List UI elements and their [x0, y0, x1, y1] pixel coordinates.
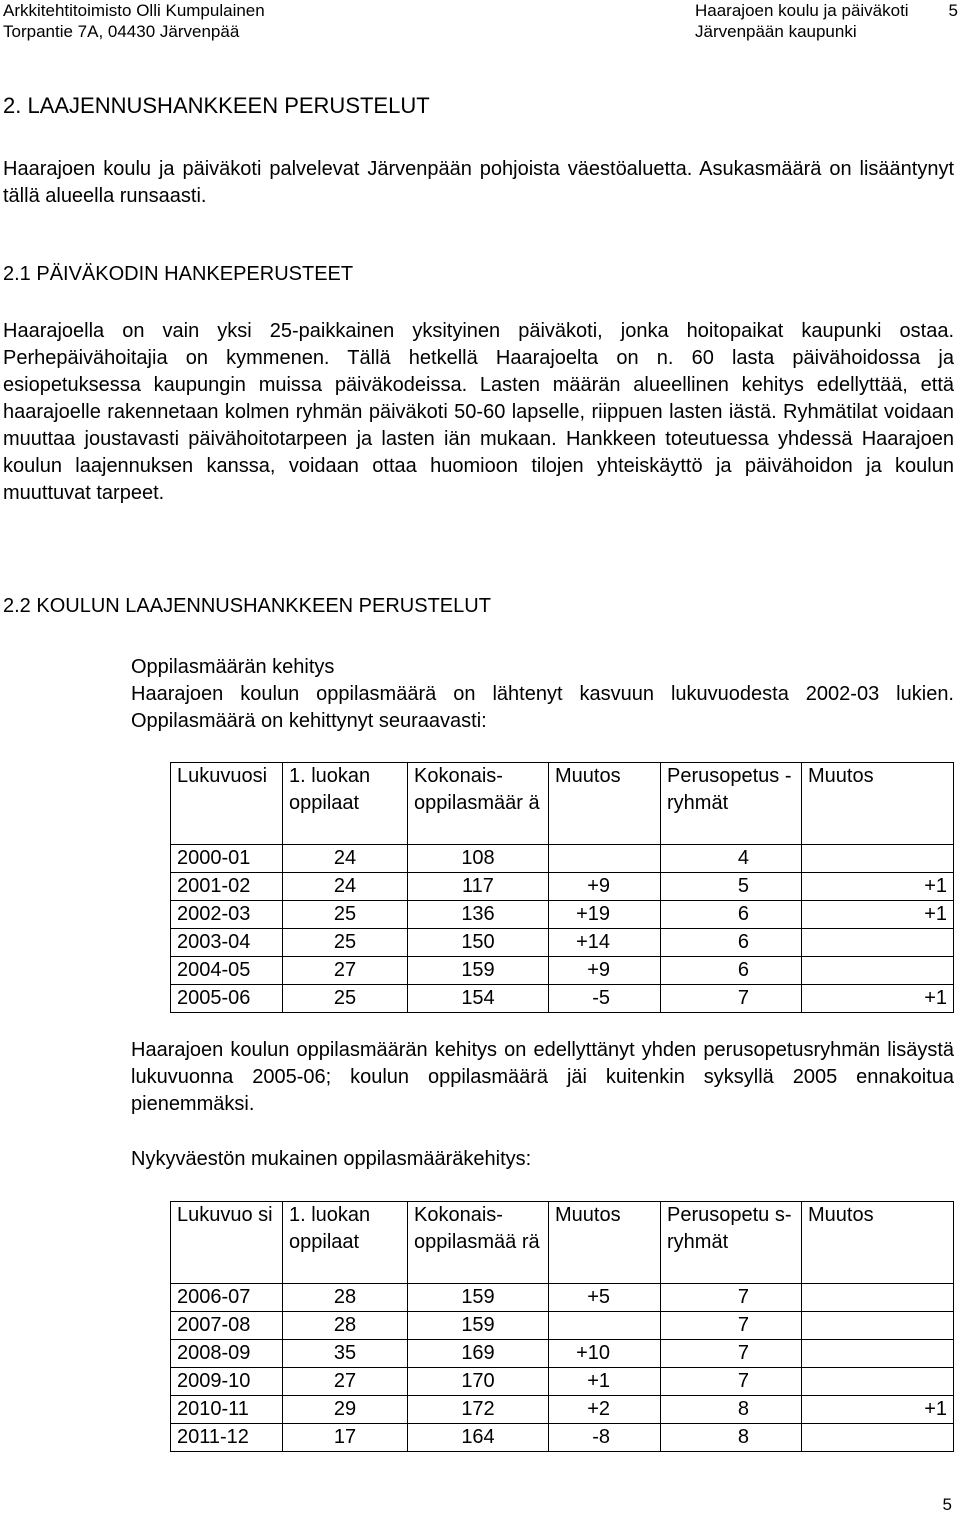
table-row — [171, 1396, 954, 1424]
header-project: Haarajoen koulu ja päiväkoti — [695, 1, 909, 20]
header-left — [3, 0, 265, 42]
table-header-cell: Kokonais-oppilasmäär ä — [408, 763, 549, 845]
table-cell: 170 — [408, 1368, 549, 1396]
table-cell: 2007-08 — [171, 1312, 283, 1340]
header-right — [695, 0, 958, 42]
table-cell: 2005-06 — [171, 985, 283, 1013]
table-row — [171, 873, 954, 901]
table-cell — [802, 1312, 954, 1340]
table-cell: +10 — [549, 1340, 661, 1368]
table-cell: +1 — [802, 873, 954, 901]
table-cell: 25 — [283, 929, 408, 957]
section-2-2-subtitle: Oppilasmäärän kehitys — [131, 656, 335, 678]
table-cell: 2000-01 — [171, 845, 283, 873]
table-cell: +1 — [802, 901, 954, 929]
table-cell: 24 — [283, 845, 408, 873]
table-row — [171, 985, 954, 1013]
header-address: Torpantie 7A, 04430 Järvenpää — [3, 22, 240, 41]
table-cell: 24 — [283, 873, 408, 901]
table-cell: +2 — [549, 1396, 661, 1424]
table-cell: 8 — [661, 1424, 802, 1452]
table-cell — [549, 1312, 661, 1340]
table-cell: 6 — [661, 957, 802, 985]
table-cell: +1 — [802, 1396, 954, 1424]
table-cell: 27 — [283, 957, 408, 985]
table-cell: 5 — [661, 873, 802, 901]
table-cell: 159 — [408, 1284, 549, 1312]
table-cell — [802, 1368, 954, 1396]
header-page-number: 5 — [948, 1, 958, 20]
table-cell: -5 — [549, 985, 661, 1013]
table-row — [171, 1424, 954, 1452]
table-cell: 4 — [661, 845, 802, 873]
table-cell: 2008-09 — [171, 1340, 283, 1368]
table-cell: 2011-12 — [171, 1424, 283, 1452]
table-cell: +5 — [549, 1284, 661, 1312]
table-cell: 136 — [408, 901, 549, 929]
table-row — [171, 957, 954, 985]
table-cell: 159 — [408, 1312, 549, 1340]
section-2-title: 2. LAAJENNUSHANKKEEN PERUSTELUT — [3, 93, 430, 118]
table-cell: +9 — [549, 873, 661, 901]
student-forecast-table — [170, 1201, 954, 1452]
student-development-note: Haarajoen koulun oppilasmäärän kehitys on edellyttänyt yhden perusopetusryhmän lisäystä lukuvuonna 2005-06; koulun oppilasmäärä jäi kuitenkin syksyllä 2005 ennakoitua pienemmäksi. — [131, 1039, 954, 1115]
table-header-cell: 1. luokan oppilaat — [283, 763, 408, 845]
table-cell: -8 — [549, 1424, 661, 1452]
table-cell: 172 — [408, 1396, 549, 1424]
table-header-row — [171, 763, 954, 845]
table-cell: 2010-11 — [171, 1396, 283, 1424]
table-cell: 159 — [408, 957, 549, 985]
table-row — [171, 845, 954, 873]
table-header-cell: Kokonais-oppilasmää rä — [408, 1202, 549, 1284]
section-2-1-body: Haarajoella on vain yksi 25-paikkainen yksityinen päiväkoti, jonka hoitopaikat kaupunki ostaa. Perhepäivähoitajia on kymmenen. Tällä hetkellä Haarajoelta on n. 60 lasta päivähoidossa ja esiopetuksessa kaupungin muissa päiväkodeissa. Lasten määrän alueellinen kehitys edellyttää, että haarajoelle rakennetaan kolmen ryhmän päiväkoti 50-60 lapselle, riippuen lasten iästä. Ryhmätilat voidaan muuttaa joustavasti päivähoitotarpeen ja lasten iän mukaan. Hankkeen toteutuessa yhdessä Haarajoen koulun laajennuksen kanssa, voidaan ottaa huomioon tilojen yhteiskäyttö ja päivähoidon ja koulun muuttuvat tarpeet. — [3, 320, 954, 504]
table-cell — [802, 929, 954, 957]
table-cell — [549, 845, 661, 873]
table-cell: 2006-07 — [171, 1284, 283, 1312]
table-cell: 6 — [661, 901, 802, 929]
table-header-cell: Muutos — [549, 763, 661, 845]
table-header-cell: Lukuvuosi — [171, 763, 283, 845]
table-cell: 7 — [661, 1284, 802, 1312]
table-cell: 7 — [661, 1312, 802, 1340]
table-cell: 28 — [283, 1284, 408, 1312]
table-cell: +1 — [802, 985, 954, 1013]
table-cell — [802, 957, 954, 985]
table-cell — [802, 1284, 954, 1312]
table-header-row — [171, 1202, 954, 1284]
table-cell: +14 — [549, 929, 661, 957]
table-header-cell: Perusopetus -ryhmät — [661, 763, 802, 845]
table-cell: 2001-02 — [171, 873, 283, 901]
header-client: Järvenpään kaupunki — [695, 22, 857, 41]
table-cell: 35 — [283, 1340, 408, 1368]
table-cell: 164 — [408, 1424, 549, 1452]
table-cell: 2002-03 — [171, 901, 283, 929]
table-header-cell: Perusopetu s-ryhmät — [661, 1202, 802, 1284]
table-cell: 2004-05 — [171, 957, 283, 985]
student-history-table — [170, 762, 954, 1013]
section-2-intro: Haarajoen koulu ja päiväkoti palvelevat Järvenpään pohjoista väestöaluetta. Asukasmäärä on lisääntynyt tällä alueella runsaasti. — [3, 158, 954, 207]
section-2-2-title: 2.2 KOULUN LAAJENNUSHANKKEEN PERUSTELUT — [3, 595, 491, 617]
table-row — [171, 1368, 954, 1396]
table-cell: 17 — [283, 1424, 408, 1452]
footer-page-number: 5 — [942, 1495, 952, 1514]
table-header-cell: Muutos — [802, 1202, 954, 1284]
table-row — [171, 1284, 954, 1312]
table-header-cell: Lukuvuo si — [171, 1202, 283, 1284]
table-cell — [802, 1424, 954, 1452]
table-cell: 2003-04 — [171, 929, 283, 957]
table-header-cell: 1. luokan oppilaat — [283, 1202, 408, 1284]
table-cell: 108 — [408, 845, 549, 873]
table-cell — [802, 1340, 954, 1368]
table-cell: 7 — [661, 985, 802, 1013]
table-cell: 7 — [661, 1340, 802, 1368]
table-cell: 6 — [661, 929, 802, 957]
table-row — [171, 1312, 954, 1340]
table-cell: +1 — [549, 1368, 661, 1396]
forecast-title: Nykyväestön mukainen oppilasmääräkehitys: — [131, 1148, 532, 1170]
table-cell: 150 — [408, 929, 549, 957]
table-header-cell: Muutos — [549, 1202, 661, 1284]
table-cell: 154 — [408, 985, 549, 1013]
header-org: Arkkitehtitoimisto Olli Kumpulainen — [3, 1, 265, 20]
table-cell: 169 — [408, 1340, 549, 1368]
table-cell: 7 — [661, 1368, 802, 1396]
section-2-2-intro: Haarajoen koulun oppilasmäärä on lähtenyt kasvuun lukuvuodesta 2002-03 lukien. Oppilasmäärä on kehittynyt seuraavasti: — [131, 683, 954, 732]
table-cell: 2009-10 — [171, 1368, 283, 1396]
table-cell: 25 — [283, 985, 408, 1013]
table-row — [171, 929, 954, 957]
table-cell — [802, 845, 954, 873]
table-cell: 25 — [283, 901, 408, 929]
table-cell: +9 — [549, 957, 661, 985]
table-cell: 8 — [661, 1396, 802, 1424]
table-cell: 27 — [283, 1368, 408, 1396]
table-header-cell: Muutos — [802, 763, 954, 845]
table-cell: 28 — [283, 1312, 408, 1340]
table-cell: 117 — [408, 873, 549, 901]
table-row — [171, 901, 954, 929]
table-cell: 29 — [283, 1396, 408, 1424]
table-cell: +19 — [549, 901, 661, 929]
table-row — [171, 1340, 954, 1368]
section-2-1-title: 2.1 PÄIVÄKODIN HANKEPERUSTEET — [3, 263, 354, 285]
